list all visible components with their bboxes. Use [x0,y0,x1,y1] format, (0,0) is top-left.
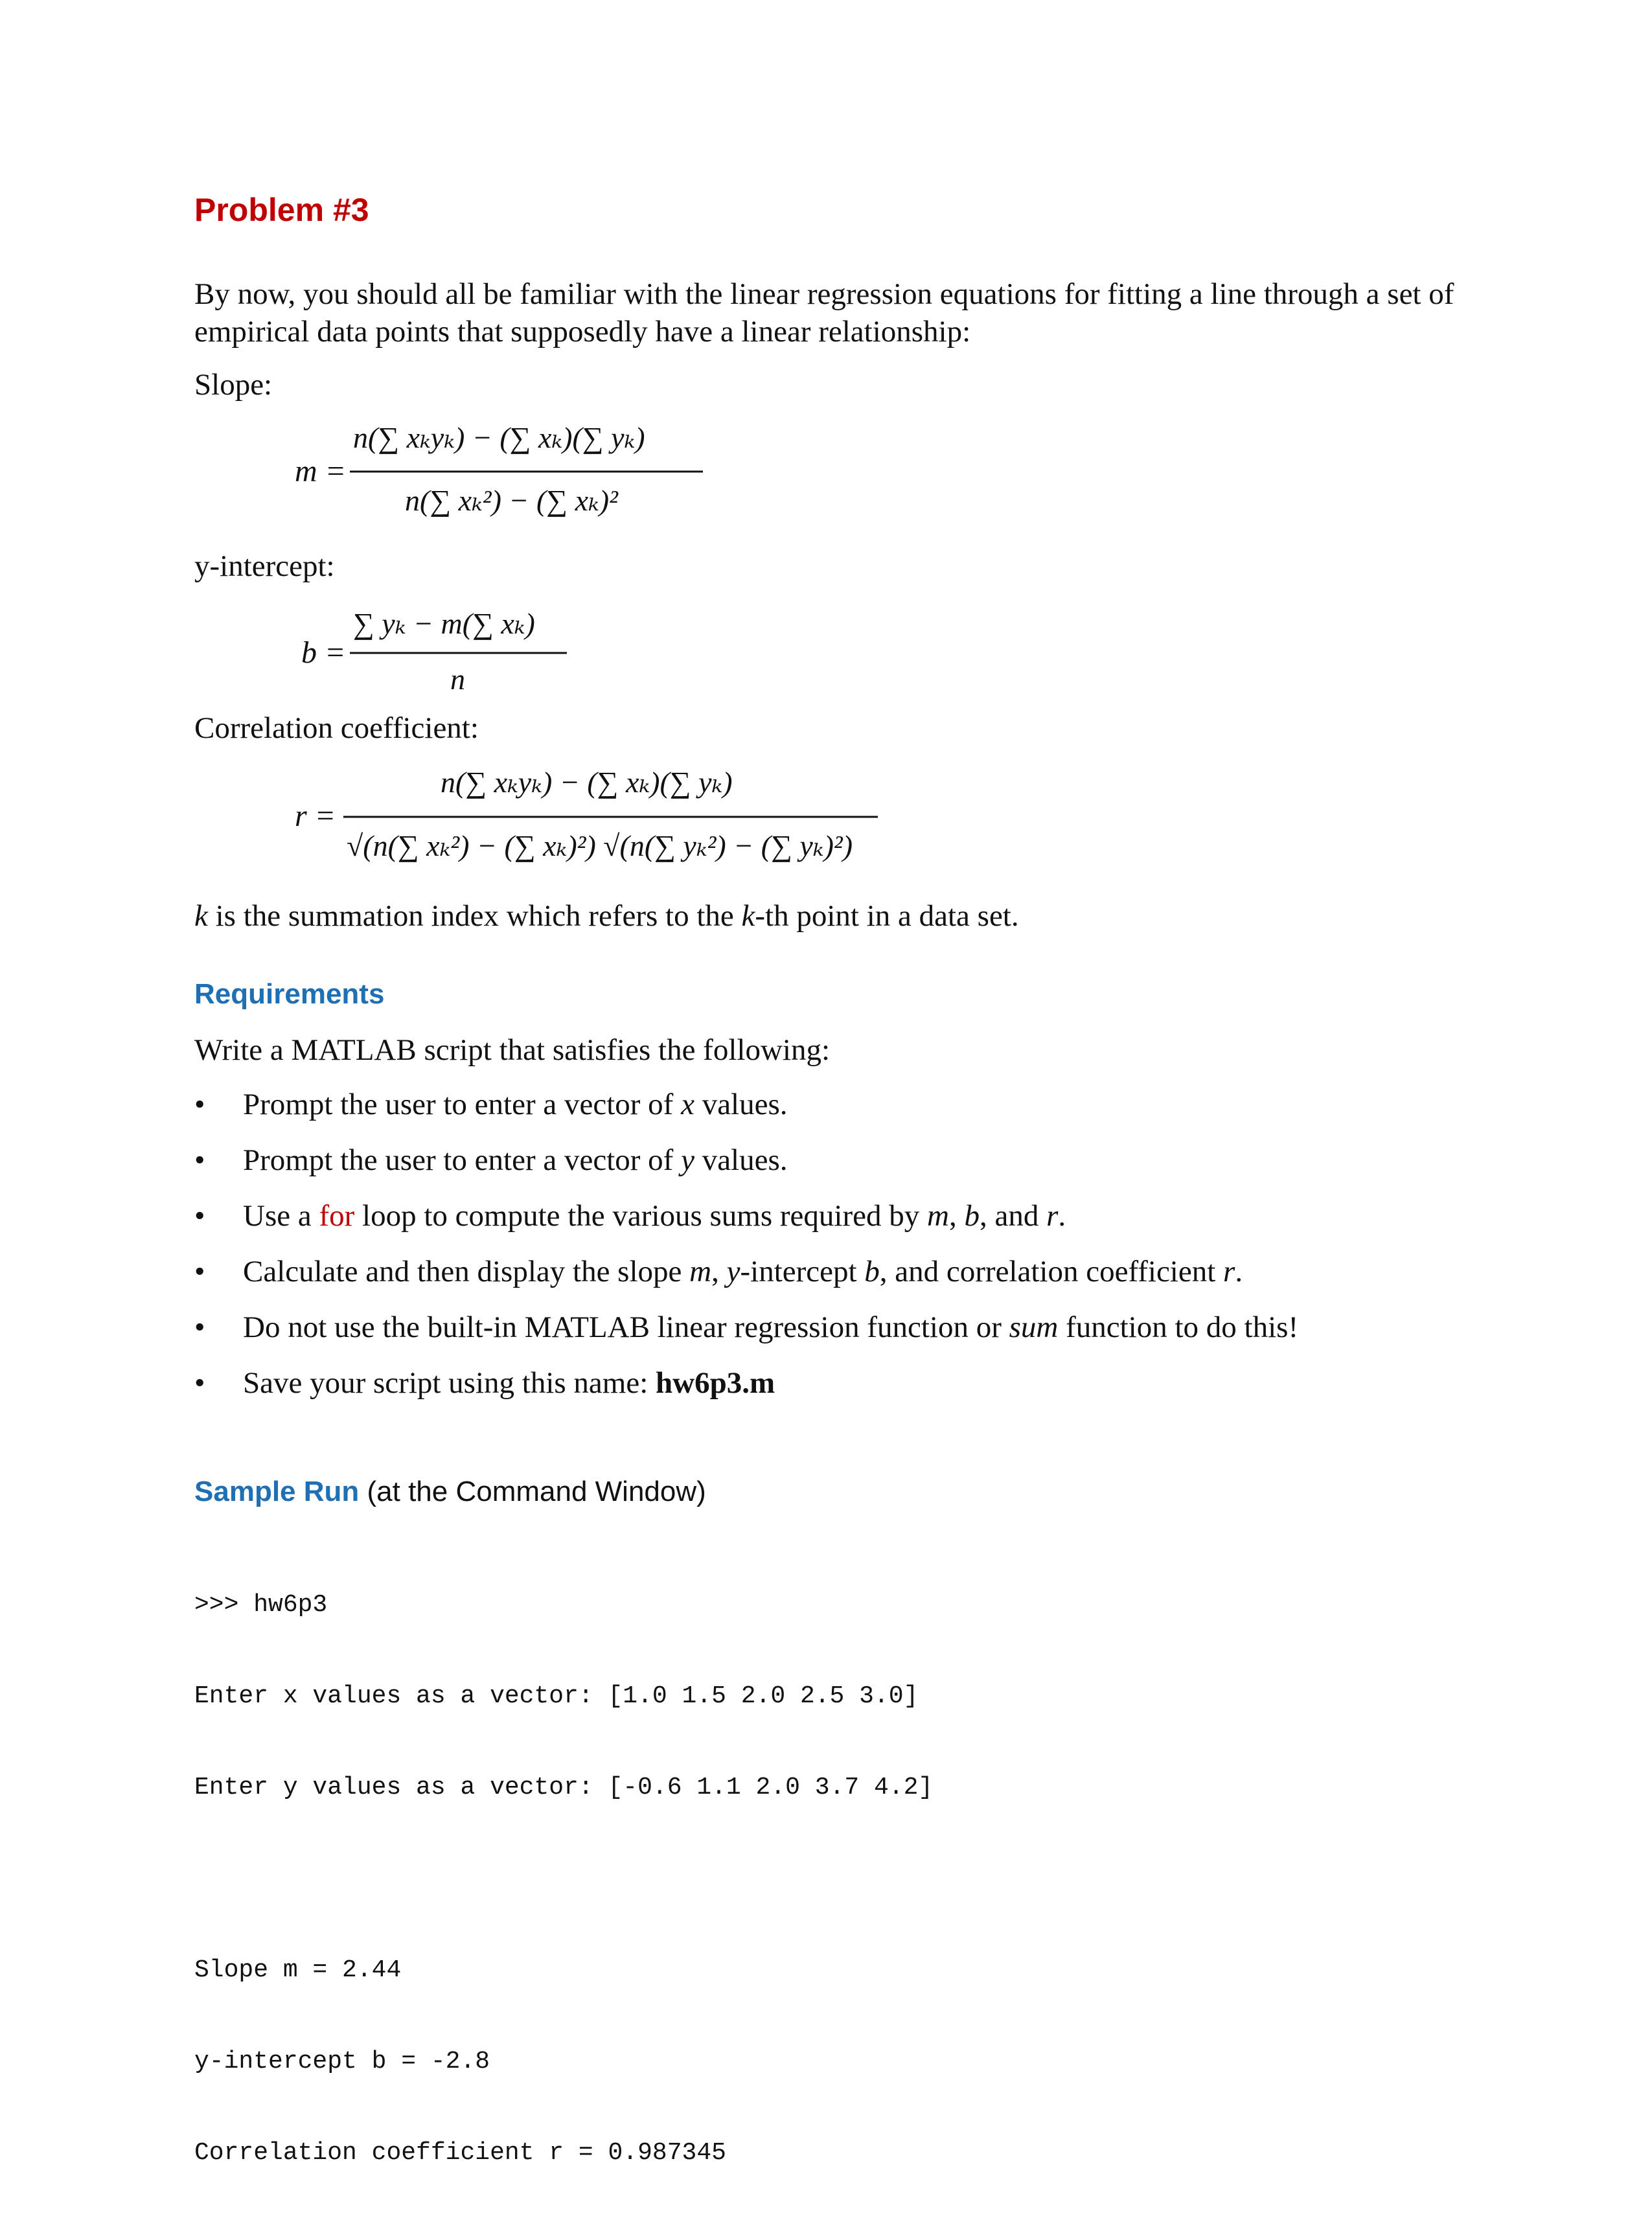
slope-label: Slope: [194,368,273,402]
correlation-fraction-bar [343,815,881,819]
correlation-denominator: √(n(∑ xₖ²) − (∑ xₖ)²) √(n(∑ yₖ²) − (∑ yₖ)²) [347,829,853,862]
code-line: Enter x values as a vector: [1.0 1.5 2.0 2.5 3.0] [194,1682,919,1710]
correlation-lhs: r = [295,799,336,833]
intro-paragraph: By now, you should all be familiar with the linear regression equations for fitting a line through a set of empirical data points that supposedly have a linear relationship: [194,277,1454,349]
slope-lhs: m = [295,454,347,488]
correlation-label: Correlation coefficient: [194,711,479,745]
requirements-heading: Requirements [194,978,385,1010]
intercept-label: y-intercept: [194,549,335,583]
code-line: Correlation coefficient r = 0.987345 [194,2139,726,2167]
intercept-numerator: ∑ yₖ − m(∑ xₖ) [353,607,535,640]
code-line: y-intercept b = -2.8 [194,2048,490,2075]
code-line: >>> hw6p3 [194,1591,328,1619]
bullet-text: Use a for loop to compute the various sums required by m, b, and r. [243,1199,1066,1233]
bullet-text: Calculate and then display the slope m, y-intercept b, and correlation coefficient r. [243,1255,1243,1288]
slope-denominator: n(∑ xₖ²) − (∑ xₖ)² [405,484,618,517]
sample-output [194,1529,933,2229]
bullet-text: Save your script using this name: hw6p3.m [243,1366,775,1400]
intercept-fraction-bar [350,651,570,655]
index-note-mid: is the summation index which refers to the [207,899,742,933]
for-keyword: for [319,1199,355,1233]
bullet-text: Prompt the user to enter a vector of y values. [243,1143,788,1177]
bullet-icon: • [194,1143,205,1177]
bullet-icon: • [194,1366,205,1400]
correlation-numerator: n(∑ xₖyₖ) − (∑ xₖ)(∑ yₖ) [441,766,733,799]
bullet-icon: • [194,1088,205,1121]
code-line: Slope m = 2.44 [194,1956,402,1984]
index-note [194,897,1019,935]
slope-numerator: n(∑ xₖyₖ) − (∑ xₖ)(∑ yₖ) [353,421,645,454]
sample-run-subtitle: (at the Command Window) [359,1476,706,1507]
script-filename: hw6p3.m [656,1366,775,1400]
intercept-denominator: n [450,663,465,696]
index-k-var-2: k [741,899,755,933]
sample-run-heading [194,1476,706,1508]
bullet-icon: • [194,1310,205,1344]
index-note-end: -th point in a data set. [755,899,1019,933]
problem-title: Problem #3 [194,192,369,228]
requirements-lead: Write a MATLAB script that satisfies the following: [194,1033,831,1067]
intercept-lhs: b = [301,635,346,670]
bullet-text: Prompt the user to enter a vector of x values. [243,1088,788,1121]
bullet-icon: • [194,1199,205,1233]
bullet-icon: • [194,1255,205,1288]
bullet-text: Do not use the built-in MATLAB linear regression function or sum function to do this! [243,1310,1299,1344]
code-line [194,1864,933,1894]
sample-run-title: Sample Run [194,1476,360,1507]
index-k-var: k [194,899,208,933]
code-line: Enter y values as a vector: [-0.6 1.1 2.0 3.7 4.2] [194,1774,934,1801]
slope-fraction-bar [350,470,706,474]
